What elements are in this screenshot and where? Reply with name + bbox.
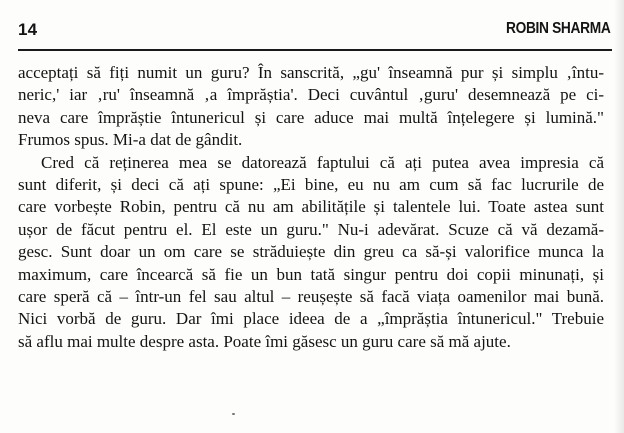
page-header [18, 20, 610, 46]
text-line: maximum, care încearcă să fie un bun tată singur pentru doi copii minunați, și [18, 264, 604, 284]
text-line: gesc. Sunt doar un om care se străduiește din greu ca să-și valorifice munca la [18, 242, 604, 262]
paragraph-1 [18, 62, 604, 152]
text-line: ușor de făcut pentru el. El este un guru." Nu-i adevărat. Scuze că vă dezamă- [18, 219, 604, 239]
text-line: Cred că reținerea mea se datorează faptului că ați putea avea impresia că [41, 152, 604, 172]
text-line: sunt diferit, și deci că ați spune: „Ei bine, eu nu am cum să fac lucrurile de [18, 174, 604, 194]
header-rule [18, 49, 612, 51]
text-line: Nici vorbă de guru. Dar îmi place ideea de a „împrăștia întunericul." Trebuie [18, 309, 604, 329]
text-line: să aflu mai multe despre asta. Poate îmi găsesc un guru care să mă ajute. [18, 331, 511, 351]
text-line: acceptați să fiți numit un guru? În sanscrită, „gu' înseamnă pur și simplu ‚întu- [18, 63, 604, 82]
paragraph-2 [18, 152, 604, 354]
running-head-author: ROBIN SHARMA [505, 20, 610, 37]
body-text [18, 62, 604, 353]
text-line: care speră că – într-un fel sau altul – reușește să facă viața oamenilor mai bună. [18, 286, 604, 306]
print-speck [232, 413, 235, 415]
text-line: Frumos spus. Mi-a dat de gândit. [18, 130, 243, 150]
text-line: neva care împrăștie întunericul și care aduce mai multă înțelegere și lumină." [18, 107, 604, 127]
page-number: 14 [18, 20, 38, 39]
text-line: care vorbește Robin, pentru că nu am abilitățile și talentele lui. Toate astea sunt [18, 197, 604, 217]
text-line: neric,' iar ‚ru' înseamnă ‚a împrăștia'. Deci cuvântul ‚guru' desemnează pe ci- [18, 85, 604, 105]
page-edge-shadow [614, 0, 624, 433]
